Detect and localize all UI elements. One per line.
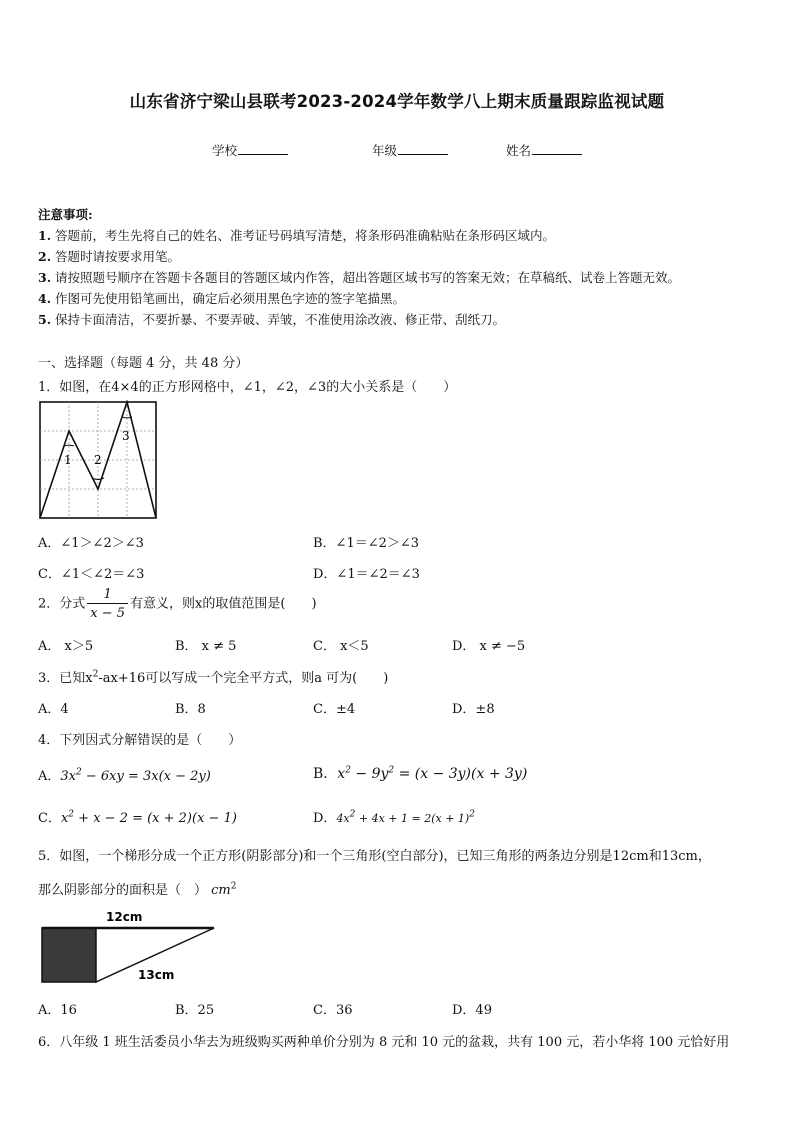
math-part: + 4x + 1 = 2(x + 1) [355, 812, 470, 825]
q1-option-a[interactable]: A．∠1＞∠2＞∠3 [38, 536, 144, 551]
math-part: = (x − 3y)(x + 3y) [394, 766, 528, 782]
q4-option-b[interactable] [313, 763, 527, 783]
q3-option-d[interactable]: D．±8 [452, 702, 495, 717]
grade-field[interactable] [372, 141, 448, 159]
school-field[interactable] [212, 141, 288, 159]
angle-2-label: 2 [94, 453, 102, 467]
label-12cm: 12cm [106, 910, 143, 924]
notice-text: 请按照题号顺序在答题卡各题目的答题区域内作答，超出答题区域书写的答案无效；在草稿纸、试卷上答题无效。 [55, 270, 681, 285]
q5-stem-part: 那么阴影部分的面积是（ ） [38, 883, 208, 898]
angle-3-label: 3 [122, 429, 130, 443]
question-5-stem-2 [38, 879, 237, 898]
q3-exponent: 2 [92, 669, 99, 680]
math-part: x [337, 766, 346, 782]
option-label: C． [38, 811, 61, 826]
q5-option-b[interactable]: B．25 [175, 1003, 215, 1018]
school-blank[interactable] [238, 142, 288, 155]
question-1-figure [38, 400, 160, 522]
shaded-square [42, 928, 96, 982]
notice-item [38, 247, 180, 265]
notice-item [38, 289, 405, 307]
option-label: D． [313, 811, 337, 826]
q4-option-c[interactable] [38, 807, 237, 826]
notice-num: 4. [38, 291, 52, 306]
math-part: 3x [60, 769, 76, 784]
q1-option-c[interactable]: C．∠1＜∠2＝∠3 [38, 567, 145, 582]
exponent: 2 [469, 809, 475, 820]
question-3-stem [38, 667, 388, 686]
q2-option-d[interactable]: D． x ≠ −5 [452, 639, 526, 654]
notice-num: 2. [38, 249, 52, 264]
q1-option-b[interactable]: B．∠1＝∠2＞∠3 [313, 536, 420, 551]
q3-option-c[interactable]: C．±4 [313, 702, 356, 717]
q3-stem-part: 3．已知x [38, 671, 93, 686]
notice-item [38, 268, 680, 286]
option-label: B． [313, 766, 338, 782]
question-5-figure [38, 907, 228, 987]
question-1-stem: 1．如图，在4×4的正方形网格中，∠1，∠2，∠3的大小关系是（ ） [38, 380, 457, 395]
q3-option-b[interactable]: B．8 [175, 702, 206, 717]
math-part: x [60, 811, 69, 826]
page-title: 山东省济宁梁山县联考2023-2024学年数学八上期末质量跟踪监视试题 [129, 92, 665, 111]
name-field[interactable] [506, 141, 582, 159]
q3-option-a[interactable]: A．4 [38, 702, 69, 717]
notice-item [38, 226, 555, 244]
exponent: 2 [345, 765, 351, 776]
q5-option-d[interactable]: D．49 [452, 1003, 492, 1018]
exponent: 2 [68, 809, 75, 820]
q2-fraction [87, 588, 128, 620]
question-6-stem: 6．八年级 1 班生活委员小华去为班级购买两种单价分别为 8 元和 10 元的盆栽，共有 100 元，若小华将 100 元恰好用 [38, 1035, 730, 1050]
notice-heading: 注意事项: [38, 207, 93, 222]
question-2-stem [38, 588, 317, 620]
notice-num: 3. [38, 270, 52, 285]
q4-option-a[interactable] [38, 765, 211, 784]
notice-text: 保持卡面清洁，不要折暴、不要弄破、弄皱，不准使用涂改液、修正带、刮纸刀。 [55, 312, 506, 327]
q5-unit: cm [211, 883, 231, 898]
q2-option-c[interactable]: C． x＜5 [313, 639, 369, 654]
notice-text: 作图可先使用铅笔画出，确定后必须用黑色字迹的签字笔描黑。 [55, 291, 406, 306]
school-label: 学校 [212, 143, 238, 158]
q5-option-c[interactable]: C．36 [313, 1003, 353, 1018]
q2-suffix: 有意义，则x的取值范围是( ) [130, 596, 317, 612]
grade-label: 年级 [372, 143, 398, 158]
q5-option-a[interactable]: A．16 [38, 1003, 77, 1018]
option-label: A． [38, 769, 61, 784]
q2-option-b[interactable]: B． x ≠ 5 [175, 639, 237, 654]
notice-num: 5. [38, 312, 52, 327]
q2-prefix: 2．分式 [38, 596, 86, 612]
q2-option-a[interactable]: A． x＞5 [38, 639, 94, 654]
section-heading: 一、选择题（每题 4 分，共 48 分） [38, 356, 249, 371]
fraction-numerator: 1 [103, 587, 112, 602]
exponent: 2 [388, 765, 395, 776]
math-part: 4x [336, 812, 350, 825]
name-blank[interactable] [532, 142, 582, 155]
q5-unit-exponent: 2 [230, 881, 237, 892]
exponent: 2 [76, 767, 82, 778]
math-part: + x − 2 = (x + 2)(x − 1) [74, 811, 237, 826]
name-label: 姓名 [506, 143, 532, 158]
math-part: − 6xy = 3x(x − 2y) [81, 769, 211, 784]
question-5-stem: 5．如图，一个梯形分成一个正方形(阴影部分)和一个三角形(空白部分)，已知三角形的两条边分别是12cm和13cm， [38, 849, 711, 864]
notice-num: 1. [38, 228, 52, 243]
q3-stem-part: -ax+16可以写成一个完全平方式，则a 可为( ) [98, 671, 389, 686]
angle-1-label: 1 [64, 453, 72, 467]
notice-text: 答题前，考生先将自己的姓名、准考证号码填写清楚，将条形码准确粘贴在条形码区域内。 [55, 228, 556, 243]
q4-option-d[interactable] [313, 807, 475, 826]
label-13cm: 13cm [138, 968, 175, 982]
q1-option-d[interactable]: D．∠1＝∠2＝∠3 [313, 567, 420, 582]
grade-blank[interactable] [398, 142, 448, 155]
notice-text: 答题时请按要求用笔。 [55, 249, 181, 264]
notice-item [38, 310, 505, 328]
question-4-stem: 4．下列因式分解错误的是（ ） [38, 733, 242, 748]
math-part: − 9y [350, 766, 389, 782]
exponent: 2 [349, 809, 356, 820]
fraction-denominator: x − 5 [87, 603, 128, 620]
